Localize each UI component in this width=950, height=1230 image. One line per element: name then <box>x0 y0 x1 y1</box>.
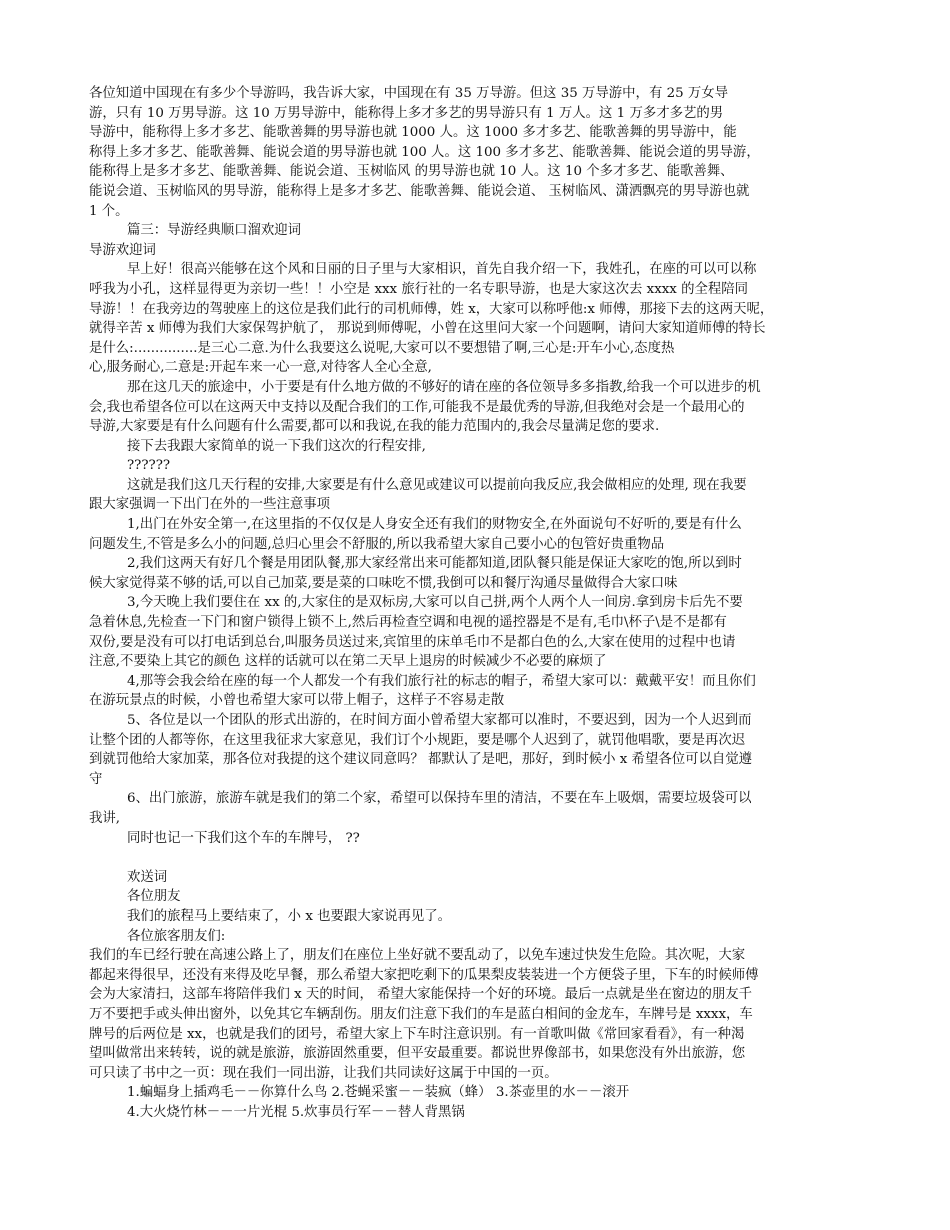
text-line: 问题发生,不管是多么小的问题,总归心里会不舒服的,所以我希望大家自己要小心的包管好贵重物品 <box>89 536 665 552</box>
text-line: 守 <box>89 771 103 787</box>
text-line: 是什么:...............是三心二意.为什么我要这么说呢,大家可以不要想错了啊,三心是:开车小心,态度热 <box>89 340 675 356</box>
text-line: 双份,要是没有可以打电话到总台,叫服务员送过来,宾馆里的床单毛巾不是都白色的么,大家在使用的过程中也请 <box>89 634 736 650</box>
text-line: 那在这几天的旅途中，小于要是有什么地方做的不够好的请在座的各位领导多多指教,给我一个可以进步的机 <box>127 379 761 395</box>
text-line: 各位旅客朋友们: <box>127 928 226 944</box>
text-line: 游，只有 10 万男导游。这 10 万男导游中，能称得上多才多艺的男导游只有 1 万人。这 1 万多才多艺的男 <box>89 105 724 121</box>
text-line: 1,出门在外安全第一,在这里指的不仅仅是人身安全还有我们的财物安全,在外面说句不好听的,要是有什么 <box>127 517 742 533</box>
text-line: 都起来得很早，还没有来得及吃早餐，那么希望大家把吃剩下的瓜果梨皮装装进一个方便袋子里，下车的时候师傅 <box>89 967 759 983</box>
text-line: 5、各位是以一个团队的形式出游的，在时间方面小曾希望大家都可以准时，不要迟到，因为一个人迟到而 <box>127 713 752 728</box>
text-line: 4,那等会我会给在座的每一个人都发一个有我们旅行社的标志的帽子，希望大家可以：戴戴平安！而且你们 <box>127 673 756 689</box>
text-line: 就得辛苦 x 师傅为我们大家保驾护航了， 那说到师傅呢，小曾在这里问大家一个问题啊，请问大家知道师傅的特长 <box>89 321 766 337</box>
text-line: 牌号的后两位是 xx，也就是我们的团号，希望大家上下车时注意识别。有一首歌叫做《常回家看看》，有一种渴 <box>89 1026 745 1042</box>
text-line: 候大家觉得菜不够的话,可以自己加菜,要是菜的口味吃不惯,我倒可以和餐厅沟通尽量做得合大家口味 <box>89 575 678 591</box>
text-line: 早上好！很高兴能够在这个风和日丽的日子里与大家相识，首先自我介绍一下，我姓孔，在座的可以可以称 <box>127 262 757 278</box>
text-line: 能称得上是多才多艺、能歌善舞、能说会道、玉树临风 的男导游也就 10 人。这 10 个多才多艺、能歌善舞、 <box>89 164 734 180</box>
text-line: 会为大家清扫，这部车将陪伴我们 x 天的时间， 希望大家能保持一个好的环境。最后一点就是坐在窗边的朋友千 <box>89 987 753 1003</box>
text-line: ?????? <box>127 458 171 474</box>
text-line: 4.大火烧竹林－－一片光棍 5.炊事员行军－－替人背黑锅 <box>127 1104 465 1120</box>
text-line: 篇三：导游经典顺口溜欢迎词 <box>127 223 302 239</box>
text-line: 导游中，能称得上多才多艺、能歌善舞的男导游也就 1000 人。这 1000 多才多艺、能歌善舞的男导游中，能 <box>89 125 737 141</box>
text-line: 注意,不要染上其它的颜色 这样的话就可以在第二天早上退房的时候减少不必要的麻烦了 <box>89 654 607 670</box>
text-line: 称得上多才多艺、能歌善舞、能说会道的男导游也就 100 人。这 100 多才多艺、能歌善舞、能说会道的男导游， <box>89 144 760 160</box>
text-line: 心,服务耐心,二意是:开起车来一心一意,对待客人全心全意, <box>89 360 432 376</box>
text-line: 望叫做常出来转转，说的就是旅游，旅游固然重要，但平安最重要。都说世界像部书，如果您没有外出旅游，您 <box>89 1046 746 1062</box>
text-line <box>89 848 869 868</box>
text-line: 1.蝙蝠身上插鸡毛－－你算什么鸟 2.苍蝇采蜜－－装疯（蜂） 3.茶壶里的水－－滚开 <box>127 1085 630 1101</box>
text-line: 6、出门旅游，旅游车就是我们的第二个家，希望可以保持车里的清洁，不要在车上吸烟，需要垃圾袋可以 <box>127 791 752 807</box>
text-line: 导游欢迎词 <box>89 242 156 258</box>
text-line: 在游玩景点的时候，小曾也希望大家可以带上帽子，这样子不容易走散 <box>89 693 505 709</box>
text-line: 让整个团的人都等你，在这里我征求大家意见，我们订个小规距，要是哪个人迟到了，就罚他唱歌，要是再次迟 <box>89 732 746 748</box>
text-line: 能说会道、玉树临风的男导游，能称得上是多才多艺、能歌善舞、能说会道、 玉树临风、潇洒飘亮的男导游也就 <box>89 183 750 199</box>
text-line: 导游！！在我旁边的驾驶座上的这位是我们此行的司机师傅，姓 x，大家可以称呼他:x 师傅，那接下去的这两天呢， <box>89 301 774 317</box>
text-line: 会,我也希望各位可以在这两天中支持以及配合我们的工作,可能我不是最优秀的导游,但我绝对会是一个最用心的 <box>89 399 745 415</box>
text-line: 可只读了书中之一页：现在我们一同出游，让我们共同读好这属于中国的一页。 <box>89 1065 558 1081</box>
document-page <box>89 84 869 1122</box>
text-line: 1 个。 <box>89 203 129 219</box>
text-line: 呼我为小孔，这样显得更为亲切一些！！小空是 xxx 旅行社的一名专职导游，也是大家这次去 xxxx 的全程陪同 <box>89 281 749 297</box>
text-line: 我讲, <box>89 810 121 826</box>
text-line: 急着休息,先检查一下门和窗户锁得上锁不上,然后再检查空调和电视的遥控器是不是有,毛巾\杯子\是不是都有 <box>89 615 727 631</box>
text-line: 我们的车已经行驶在高速公路上了，朋友们在座位上坐好就不要乱动了，以免车速过快发生危险。其次呢，大家 <box>89 948 746 964</box>
text-line: 导游,大家要是有什么问题有什么需要,都可以和我说,在我的能力范围内的,我会尽量满足您的要求. <box>89 419 660 435</box>
text-line: 到就罚他给大家加菜，那各位对我提的这个建议同意吗？ 都默认了是吧，那好，到时候小 x 希望各位可以自觉遵 <box>89 752 753 768</box>
text-line: 万不要把手或头伸出窗外，以免其它车辆刮伤。朋友们注意下我们的车是蓝白相间的金龙车，车牌号是 xxxx，车 <box>89 1006 753 1022</box>
text-line: 我们的旅程马上要结束了，小 x 也要跟大家说再见了。 <box>127 908 452 924</box>
text-line: 各位朋友 <box>127 889 181 905</box>
text-line: 接下去我跟大家简单的说一下我们这次的行程安排, <box>127 438 426 454</box>
text-line: 3,今天晚上我们要住在 xx 的,大家住的是双标房,大家可以自己拼,两个人两个人一间房.拿到房卡后先不要 <box>127 595 743 611</box>
text-line: 2,我们这两天有好几个餐是用团队餐,那大家经常出来可能都知道,团队餐只能是保证大家吃的饱,所以到时 <box>127 556 742 572</box>
text-line: 跟大家强调一下出门在外的一些注意事项 <box>89 497 331 513</box>
text-line: 欢送词 <box>127 869 168 885</box>
text-line: 各位知道中国现在有多少个导游吗，我告诉大家，中国现在有 35 万导游。但这 35 万导游中，有 25 万女导 <box>89 86 729 101</box>
text-line: 这就是我们这几天行程的安排,大家要是有什么意见或建议可以提前向我反应,我会做相应的处理, 现在我要 <box>127 477 747 493</box>
text-line: 同时也记一下我们这个车的车牌号， ?? <box>127 830 360 846</box>
